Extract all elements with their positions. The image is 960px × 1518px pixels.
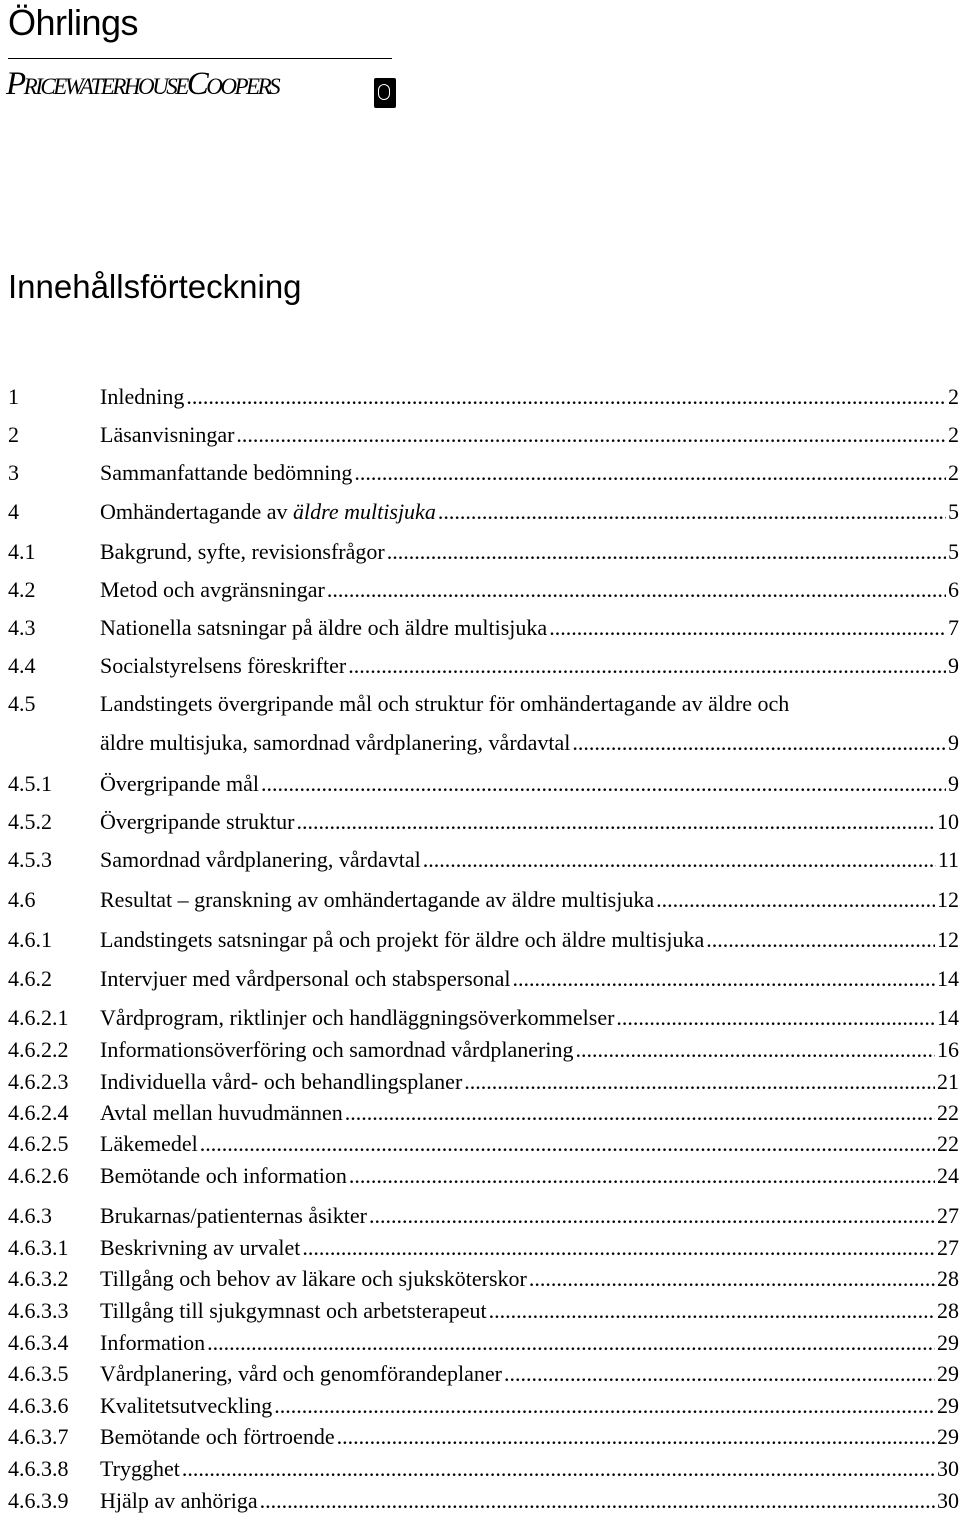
toc-entry-line (100, 614, 959, 642)
toc-entry-title-text: Nationella satsningar på äldre och äldre multisjuka (100, 615, 548, 640)
toc-page-number: 2 (948, 460, 959, 485)
toc-entry-title-text: Informationsöverföring och samordnad vårdplanering (100, 1037, 574, 1062)
toc-entry-line (100, 1130, 959, 1158)
toc-dot-leader (513, 965, 935, 993)
toc-entry-line (100, 1265, 959, 1293)
toc-page-number: 9 (948, 653, 959, 678)
toc-entry-title (100, 846, 421, 874)
toc-entry-title (100, 886, 654, 914)
toc-entry-title-text: Tillgång till sjukgymnast och arbetsterapeut (100, 1298, 487, 1323)
toc-entry-line (100, 1068, 959, 1096)
toc-entry[interactable] (8, 886, 959, 914)
toc-entry-line (100, 1423, 959, 1451)
toc-entry-number: 4.6.3.3 (8, 1298, 69, 1323)
toc-page-number: 30 (937, 1488, 959, 1513)
toc-dot-leader (504, 1360, 935, 1388)
toc-entry-title (100, 614, 547, 642)
toc-entry[interactable] (8, 498, 959, 526)
toc-entry-title (100, 770, 259, 798)
toc-entry-title (100, 1130, 198, 1158)
toc-entry-title-text: Resultat – granskning av omhändertagande av äldre multisjuka (100, 887, 655, 912)
toc-entry-title-text: Kvalitetsutveckling (100, 1393, 273, 1418)
toc-page-number: 22 (937, 1100, 959, 1125)
toc-page-number: 28 (937, 1266, 959, 1291)
toc-entry-number: 4.6.2.1 (8, 1005, 69, 1030)
toc-entry-number: 4.6.2.4 (8, 1100, 69, 1125)
toc-entry-title-emphasis: äldre multisjuka (293, 499, 436, 524)
toc-entry-title-text: Omhändertagande av (100, 499, 294, 524)
toc-entry-title-text: Läkemedel (100, 1131, 198, 1156)
toc-entry-number: 4.6.3.9 (8, 1488, 69, 1513)
toc-entry-line (100, 926, 959, 954)
toc-entry-line (100, 459, 959, 487)
toc-entry-title (100, 965, 511, 993)
toc-dot-leader (236, 421, 946, 449)
toc-entry-title (100, 1487, 258, 1515)
toc-entry-title (100, 1099, 343, 1127)
toc-entry-number: 4.6.3.5 (8, 1361, 69, 1386)
toc-entry[interactable] (8, 770, 959, 798)
toc-entry-title (100, 421, 234, 449)
toc-dot-leader (572, 729, 946, 757)
toc-entry-line (100, 1329, 959, 1357)
toc-entry-number: 4.6.2.3 (8, 1069, 69, 1094)
toc-dot-leader (260, 1487, 935, 1515)
toc-page-number: 14 (937, 966, 959, 991)
toc-entry[interactable] (8, 1455, 959, 1483)
toc-page-number: 5 (948, 499, 959, 524)
toc-page-number: 22 (937, 1131, 959, 1156)
toc-entry-title-text: Övergripande struktur (100, 809, 295, 834)
toc-entry-number: 4.5.3 (8, 847, 52, 872)
toc-entry-title-text: Sammanfattande bedömning (100, 460, 353, 485)
toc-entry-line (100, 421, 959, 449)
toc-page-number: 12 (937, 887, 959, 912)
toc-entry-number: 4.6.3.6 (8, 1393, 69, 1418)
toc-entry[interactable] (8, 1423, 959, 1451)
toc-entry-title: Landstingets övergripande mål och struktur för omhändertagande av äldre och (100, 691, 790, 716)
toc-entry-number: 4.6.3.7 (8, 1424, 69, 1449)
toc-entry[interactable] (8, 1487, 959, 1515)
toc-entry[interactable] (8, 1099, 959, 1127)
toc-entry[interactable] (8, 576, 959, 604)
toc-entry[interactable] (8, 1392, 959, 1420)
toc-entry-line (100, 498, 959, 526)
toc-entry-number: 4.6.2.5 (8, 1131, 69, 1156)
toc-page-number: 24 (937, 1163, 959, 1188)
toc-page-number: 29 (937, 1361, 959, 1386)
toc-entry-title-text: Bemötande och information (100, 1163, 347, 1188)
toc-entry[interactable] (8, 1329, 959, 1357)
toc-entry-number: 4.4 (8, 653, 36, 678)
toc-entry[interactable] (8, 1162, 959, 1190)
toc-dot-leader (656, 886, 935, 914)
toc-entry[interactable] (8, 421, 959, 449)
toc-entry[interactable] (8, 846, 959, 874)
toc-entry-title-text: Avtal mellan huvudmännen (100, 1100, 343, 1125)
toc-entry-title-text: Intervjuer med vårdpersonal och stabspersonal (100, 966, 511, 991)
toc-entry-title-text: Brukarnas/patienternas åsikter (100, 1203, 367, 1228)
toc-entry-line (100, 1162, 959, 1190)
toc-entry-number: 4.6.1 (8, 927, 52, 952)
toc-entry-number: 4.6.3.4 (8, 1330, 69, 1355)
toc-entry-title-text: Trygghet (100, 1456, 180, 1481)
brand-name-ohrlings: Öhrlings (8, 2, 139, 43)
toc-entry-line (100, 1487, 959, 1515)
toc-entry-title (100, 459, 352, 487)
toc-dot-leader (345, 1099, 935, 1127)
toc-entry-title-text: Bakgrund, syfte, revisionsfrågor (100, 539, 385, 564)
toc-entry-number: 1 (8, 384, 19, 409)
toc-entry-line (100, 1202, 959, 1230)
toc-page-number: 12 (937, 927, 959, 952)
toc-entry[interactable] (8, 652, 959, 680)
toc-dot-leader (706, 926, 935, 954)
toc-dot-leader (182, 1455, 935, 1483)
toc-entry-title-text: Metod och avgränsningar (100, 577, 325, 602)
toc-page-number: 28 (937, 1298, 959, 1323)
toc-page-number: 7 (948, 615, 959, 640)
toc-entry-line (100, 1004, 959, 1032)
toc-entry-number: 4.6.3.8 (8, 1456, 69, 1481)
toc-entry-title (100, 808, 295, 836)
toc-dot-leader (302, 1234, 935, 1262)
toc-entry-line (100, 538, 959, 566)
toc-entry[interactable] (8, 1130, 959, 1158)
toc-dot-leader (186, 383, 946, 411)
toc-entry-number: 4.2 (8, 577, 36, 602)
toc-dot-leader (489, 1297, 935, 1325)
toc-dot-leader (438, 498, 946, 526)
toc-entry-title (100, 1423, 335, 1451)
toc-entry-title-text: Hjälp av anhöriga (100, 1488, 258, 1513)
toc-entry[interactable] (8, 1068, 959, 1096)
toc-page-number: 14 (937, 1005, 959, 1030)
toc-entry-line (100, 729, 959, 757)
toc-entry-line (100, 1099, 959, 1127)
toc-entry-title (100, 1162, 347, 1190)
toc-entry-number: 4.6.3.1 (8, 1235, 69, 1260)
toc-entry-title (100, 1202, 367, 1230)
toc-page-number: 11 (937, 847, 959, 872)
toc-page-number: 6 (948, 577, 959, 602)
toc-entry-title (100, 652, 346, 680)
toc-entry-title (100, 538, 385, 566)
toc-entry-line (100, 1036, 959, 1064)
toc-entry-line (100, 652, 959, 680)
toc-entry[interactable] (8, 538, 959, 566)
toc-entry[interactable] (8, 965, 959, 993)
toc-entry[interactable] (8, 926, 959, 954)
toc-dot-leader (348, 652, 946, 680)
toc-dot-leader (369, 1202, 935, 1230)
toc-entry-title (100, 1004, 614, 1032)
toc-entry-title (100, 576, 325, 604)
toc-entry-title-text: Individuella vård- och behandlingsplaner (100, 1069, 463, 1094)
toc-dot-leader (354, 459, 946, 487)
toc-entry-title (100, 1265, 527, 1293)
toc-dot-leader (349, 1162, 935, 1190)
toc-dot-leader (207, 1329, 935, 1357)
toc-dot-leader (274, 1392, 935, 1420)
toc-entry-number: 4.1 (8, 539, 36, 564)
toc-entry-title (100, 1234, 300, 1262)
toc-entry-title-text: Samordnad vårdplanering, vårdavtal (100, 847, 421, 872)
toc-entry-number: 4.5 (8, 691, 36, 716)
toc-entry-title (100, 1360, 502, 1388)
toc-entry-line (100, 1297, 959, 1325)
toc-entry-number: 4.6.2.2 (8, 1037, 69, 1062)
toc-entry-title-text: Socialstyrelsens föreskrifter (100, 653, 347, 678)
toc-entry-title (100, 1329, 205, 1357)
toc-page-number: 10 (937, 809, 959, 834)
toc-entry-title-text: Bemötande och förtroende (100, 1424, 335, 1449)
toc-entry-title-text: äldre multisjuka, samordnad vårdplanering, vårdavtal (100, 730, 571, 755)
toc-entry-line (100, 886, 959, 914)
toc-entry-title-text: Tillgång och behov av läkare och sjuksköterskor (100, 1266, 527, 1291)
toc-entry[interactable] (8, 1036, 959, 1064)
toc-entry-number: 4.6.2.6 (8, 1163, 69, 1188)
table-of-contents (8, 0, 959, 1518)
toc-entry-continuation[interactable] (8, 729, 959, 757)
toc-entry-number: 4 (8, 499, 19, 524)
toc-page-number: 2 (948, 422, 959, 447)
toc-entry-number: 4.5.2 (8, 809, 52, 834)
toc-page-number: 9 (948, 730, 959, 755)
toc-entry-title-text: Övergripande mål (100, 771, 260, 796)
toc-entry-number: 4.6.3.2 (8, 1266, 69, 1291)
toc-entry[interactable] (8, 1360, 959, 1388)
toc-entry-line (100, 1455, 959, 1483)
toc-entry-title (100, 926, 704, 954)
toc-entry-title-text: Vårdprogram, riktlinjer och handläggningsöverkommelser (100, 1005, 615, 1030)
toc-entry-line (100, 808, 959, 836)
toc-entry-line (100, 1234, 959, 1262)
toc-entry[interactable] (8, 1202, 959, 1230)
toc-entry[interactable] (8, 1234, 959, 1262)
toc-page-number: 2 (948, 384, 959, 409)
toc-entry-title (100, 1036, 573, 1064)
toc-entry-number: 4.5.1 (8, 771, 52, 796)
toc-entry[interactable] (8, 1265, 959, 1293)
toc-entry-number: 4.6.2 (8, 966, 52, 991)
toc-entry[interactable] (8, 614, 959, 642)
toc-entry-line (100, 1360, 959, 1388)
toc-dot-leader (575, 1036, 935, 1064)
toc-page-number: 21 (937, 1069, 959, 1094)
toc-page-number: 29 (937, 1393, 959, 1418)
toc-entry-title (100, 383, 184, 411)
brand-logo-pricewaterhousecoopers: PricewaterhouseCoopers (6, 66, 279, 102)
toc-entry[interactable] (8, 459, 959, 487)
toc-dot-leader (616, 1004, 935, 1032)
toc-page-number: 27 (937, 1235, 959, 1260)
toc-entry-title (100, 1392, 272, 1420)
toc-entry-number: 4.6 (8, 887, 36, 912)
toc-entry-title-text: Landstingets satsningar på och projekt för äldre och äldre multisjuka (100, 927, 705, 952)
toc-dot-leader (327, 576, 946, 604)
toc-entry-title-text: Läsanvisningar (100, 422, 235, 447)
toc-entry-title (100, 729, 570, 757)
toc-entry-title (100, 498, 436, 526)
toc-entry[interactable] (8, 383, 959, 411)
toc-dot-leader (297, 808, 936, 836)
toc-entry-number: 4.3 (8, 615, 36, 640)
toc-page-number: 30 (937, 1456, 959, 1481)
toc-entry-title (100, 1068, 462, 1096)
toc-dot-leader (549, 614, 946, 642)
toc-entry-title-text: Beskrivning av urvalet (100, 1235, 301, 1260)
toc-entry[interactable] (8, 1004, 959, 1032)
toc-dot-leader (200, 1130, 935, 1158)
toc-page-number: 27 (937, 1203, 959, 1228)
toc-page-number: 29 (937, 1330, 959, 1355)
toc-entry-line (100, 576, 959, 604)
toc-dot-leader (464, 1068, 935, 1096)
page-title: Innehållsförteckning (8, 268, 302, 305)
toc-entry-title-text: Inledning (100, 384, 185, 409)
toc-entry-title (100, 1455, 180, 1483)
toc-entry-number: 3 (8, 460, 19, 485)
toc-dot-leader (387, 538, 946, 566)
toc-entry-line (100, 383, 959, 411)
toc-entry-number: 2 (8, 422, 19, 447)
toc-entry-title (100, 1297, 487, 1325)
toc-page-number: 9 (948, 771, 959, 796)
toc-entry[interactable] (8, 1297, 959, 1325)
toc-entry-line (100, 965, 959, 993)
toc-dot-leader (529, 1265, 935, 1293)
toc-entry-title-text: Information (100, 1330, 206, 1355)
toc-dot-leader (337, 1423, 935, 1451)
toc-entry-title-text: Vårdplanering, vård och genomförandeplaner (100, 1361, 502, 1386)
toc-dot-leader (261, 770, 946, 798)
toc-page-number: 5 (948, 539, 959, 564)
toc-page-number: 29 (937, 1424, 959, 1449)
toc-entry-line (100, 770, 959, 798)
toc-entry-line (100, 1392, 959, 1420)
toc-dot-leader (423, 846, 936, 874)
toc-entry[interactable] (8, 690, 959, 718)
toc-entry-number: 4.6.3 (8, 1203, 52, 1228)
toc-entry[interactable] (8, 808, 959, 836)
toc-entry-line (100, 846, 959, 874)
toc-page-number: 16 (937, 1037, 959, 1062)
